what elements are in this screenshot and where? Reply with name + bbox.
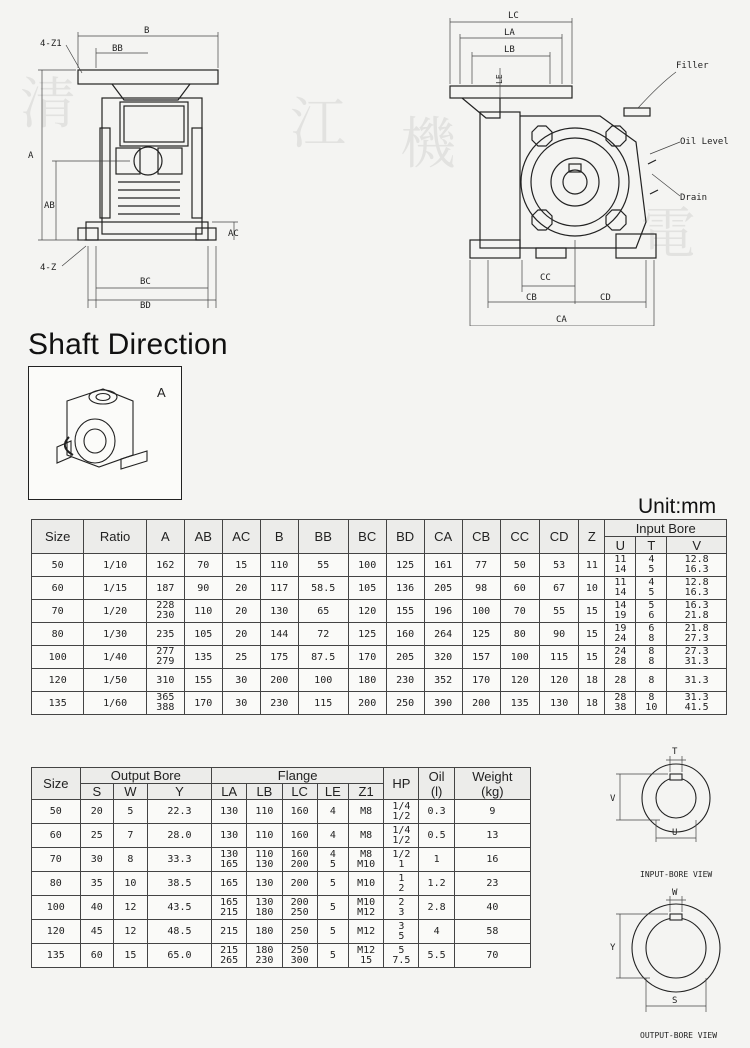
cell-oil: 4 [419,920,454,944]
output-bore-W-label: W [672,888,678,898]
cell-la: 130 [212,824,247,848]
cell-cd: 115 [539,646,578,669]
cell-z1: M12 [349,920,384,944]
col-header-y: Y [147,784,211,800]
cell-ratio: 1/15 [84,577,146,600]
dim-LA-label: LA [504,28,515,38]
dim-LB-label: LB [504,45,515,55]
cell-w: 8 [113,848,147,872]
cell-oil: 2.8 [419,896,454,920]
cell-lb: 180 [247,920,282,944]
cell-cb: 125 [462,623,500,646]
cell-ab: 155 [184,669,222,692]
cell-la: 165 [212,872,247,896]
cell-la: 215 265 [212,944,247,968]
col-header-ab: AB [184,520,222,554]
cell-t: 5 6 [636,600,667,623]
dimension-table [31,519,727,715]
dim-CC-label: CC [540,273,551,283]
cell-le: 5 [317,944,348,968]
watermark: 電 [640,202,696,267]
col-header-lb: LB [247,784,282,800]
bore-flange-table [31,767,531,968]
table-row [32,920,531,944]
cell-cb: 170 [462,669,500,692]
cell-u: 28 38 [605,692,636,715]
cell-b: 130 [260,600,298,623]
cell-t: 4 5 [636,577,667,600]
col-header-t: T [636,537,667,554]
table-row [32,600,727,623]
cell-u: 11 14 [605,577,636,600]
cell-a: 310 [146,669,184,692]
cell-ca: 264 [424,623,462,646]
cell-ca: 161 [424,554,462,577]
cell-bd: 205 [386,646,424,669]
cell-ac: 20 [222,623,260,646]
cell-bb: 87.5 [298,646,348,669]
input-bore-V-label: V [610,794,616,804]
cell-s: 30 [80,848,113,872]
cell-oil: 1.2 [419,872,454,896]
col-header-cb: CB [462,520,500,554]
cell-t: 6 8 [636,623,667,646]
cell-t: 8 [636,669,667,692]
cell-hp: 5 7.5 [384,944,419,968]
cell-lb: 130 [247,872,282,896]
shaft-direction-illustration [28,366,182,500]
cell-z1: M8 M10 [349,848,384,872]
output-bore-Y-label: Y [610,943,616,953]
cell-weight: 9 [454,800,530,824]
col-header-a: A [146,520,184,554]
col-header-hp: HP [384,768,419,800]
cell-bd: 136 [386,577,424,600]
cell-weight: 40 [454,896,530,920]
unit-label: Unit:mm [638,495,717,518]
bore-views-drawing [600,742,740,1042]
col-header-bc: BC [348,520,386,554]
watermark: 機 [400,112,456,177]
cell-size: 120 [32,920,81,944]
col-group-flange: Flange [212,768,384,784]
shaft-direction-title: Shaft Direction [28,328,228,361]
cell-b: 144 [260,623,298,646]
cell-t: 8 10 [636,692,667,715]
cell-b: 175 [260,646,298,669]
cell-s: 40 [80,896,113,920]
filler-label: Filler [676,61,709,71]
cell-lc: 200 250 [282,896,317,920]
view-direction-label: A [157,385,166,400]
cell-lc: 160 200 [282,848,317,872]
col-group-output-bore: Output Bore [80,768,211,784]
cell-z1: M8 [349,824,384,848]
cell-u: 14 19 [605,600,636,623]
dim-CD-label: CD [600,293,611,303]
col-header-le: LE [317,784,348,800]
cell-ab: 110 [184,600,222,623]
cell-oil: 0.3 [419,800,454,824]
cell-weight: 70 [454,944,530,968]
cell-cd: 53 [539,554,578,577]
dim-BC-label: BC [140,277,151,287]
output-bore-S-label: S [672,996,678,1006]
cell-weight: 16 [454,848,530,872]
cell-w: 10 [113,872,147,896]
cell-cc: 60 [500,577,539,600]
cell-ab: 70 [184,554,222,577]
cell-size: 135 [32,944,81,968]
cell-w: 12 [113,920,147,944]
cell-ac: 30 [222,669,260,692]
cell-s: 45 [80,920,113,944]
cell-ca: 352 [424,669,462,692]
input-bore-U-label: U [672,828,678,838]
cell-a: 162 [146,554,184,577]
cell-t: 8 8 [636,646,667,669]
cell-v: 16.3 21.8 [667,600,727,623]
cell-v: 31.3 [667,669,727,692]
cell-cd: 90 [539,623,578,646]
cell-ac: 20 [222,600,260,623]
cell-size: 50 [32,800,81,824]
oil-level-label: Oil Level [680,137,729,147]
cell-y: 22.3 [147,800,211,824]
cell-la: 165 215 [212,896,247,920]
cell-s: 25 [80,824,113,848]
cell-ca: 205 [424,577,462,600]
cell-z: 15 [579,646,605,669]
cell-ac: 25 [222,646,260,669]
col-header-lc: LC [282,784,317,800]
dim-LC-label: LC [508,11,519,21]
cell-le: 4 [317,824,348,848]
cell-a: 228 230 [146,600,184,623]
dim-A-label: A [28,151,34,161]
dim-AC-label: AC [228,229,239,239]
cell-a: 365 388 [146,692,184,715]
cell-lb: 130 180 [247,896,282,920]
cell-la: 215 [212,920,247,944]
cell-bc: 170 [348,646,386,669]
cell-ca: 196 [424,600,462,623]
cell-bc: 125 [348,623,386,646]
cell-bd: 250 [386,692,424,715]
cell-weight: 23 [454,872,530,896]
cell-cc: 135 [500,692,539,715]
cell-hp: 1/4 1/2 [384,800,419,824]
cell-v: 12.8 16.3 [667,554,727,577]
cell-t: 4 5 [636,554,667,577]
col-header-w: W [113,784,147,800]
output-bore-caption: OUTPUT-BORE VIEW [640,1031,718,1040]
col-header-v: V [667,537,727,554]
cell-cc: 100 [500,646,539,669]
col-header-size: Size [32,768,81,800]
cell-la: 130 165 [212,848,247,872]
cell-bb: 58.5 [298,577,348,600]
cell-z: 15 [579,623,605,646]
cell-z1: M10 [349,872,384,896]
cell-w: 7 [113,824,147,848]
col-header-cd: CD [539,520,578,554]
cell-lc: 200 [282,872,317,896]
cell-y: 33.3 [147,848,211,872]
cell-u: 11 14 [605,554,636,577]
dim-CA-label: CA [556,315,567,325]
cell-b: 200 [260,669,298,692]
cell-ratio: 1/10 [84,554,146,577]
cell-lc: 160 [282,800,317,824]
table-row [32,646,727,669]
front-view-drawing [20,18,260,318]
cell-z1: M12 15 [349,944,384,968]
cell-cb: 200 [462,692,500,715]
col-header-z1: Z1 [349,784,384,800]
cell-la: 130 [212,800,247,824]
dim-4Z-label: 4-Z [40,263,57,273]
cell-size: 100 [32,896,81,920]
cell-a: 277 279 [146,646,184,669]
cell-z: 18 [579,692,605,715]
drain-label: Drain [680,193,708,203]
cell-z1: M10 M12 [349,896,384,920]
cell-v: 12.8 16.3 [667,577,727,600]
cell-w: 5 [113,800,147,824]
table-row [32,577,727,600]
cell-ac: 20 [222,577,260,600]
table-row [32,692,727,715]
cell-ac: 15 [222,554,260,577]
cell-cb: 100 [462,600,500,623]
table-row [32,623,727,646]
col-header-bb: BB [298,520,348,554]
input-bore-caption: INPUT-BORE VIEW [640,870,713,879]
cell-hp: 1/4 1/2 [384,824,419,848]
table-row [32,669,727,692]
cell-le: 5 [317,896,348,920]
cell-size: 80 [32,623,84,646]
cell-b: 117 [260,577,298,600]
cell-bb: 65 [298,600,348,623]
cell-size: 70 [32,848,81,872]
cell-bb: 55 [298,554,348,577]
cell-ab: 170 [184,692,222,715]
cell-size: 80 [32,872,81,896]
col-header-bd: BD [386,520,424,554]
cell-bc: 200 [348,692,386,715]
cell-size: 100 [32,646,84,669]
cell-ab: 105 [184,623,222,646]
cell-cd: 67 [539,577,578,600]
col-header-u: U [605,537,636,554]
cell-v: 27.3 31.3 [667,646,727,669]
cell-cc: 120 [500,669,539,692]
cell-bd: 155 [386,600,424,623]
cell-z: 15 [579,600,605,623]
cell-s: 20 [80,800,113,824]
dim-BD-label: BD [140,301,151,311]
table-row [32,800,531,824]
col-header-ratio: Ratio [84,520,146,554]
cell-ca: 320 [424,646,462,669]
cell-cc: 80 [500,623,539,646]
cell-hp: 1 2 [384,872,419,896]
watermark: 清 [20,72,76,137]
cell-b: 110 [260,554,298,577]
cell-s: 35 [80,872,113,896]
col-header-z: Z [579,520,605,554]
table-row [32,944,531,968]
cell-bc: 180 [348,669,386,692]
cell-cc: 70 [500,600,539,623]
cell-z: 11 [579,554,605,577]
table-row [32,896,531,920]
cell-ratio: 1/40 [84,646,146,669]
cell-lb: 110 [247,800,282,824]
cell-s: 60 [80,944,113,968]
cell-le: 4 5 [317,848,348,872]
cell-u: 24 28 [605,646,636,669]
cell-lc: 250 [282,920,317,944]
cell-bc: 100 [348,554,386,577]
cell-y: 48.5 [147,920,211,944]
cell-bd: 230 [386,669,424,692]
cell-le: 4 [317,800,348,824]
cell-weight: 58 [454,920,530,944]
col-header-b: B [260,520,298,554]
cell-size: 120 [32,669,84,692]
cell-hp: 3 5 [384,920,419,944]
cell-z: 10 [579,577,605,600]
cell-w: 15 [113,944,147,968]
cell-y: 28.0 [147,824,211,848]
cell-bd: 125 [386,554,424,577]
cell-ac: 30 [222,692,260,715]
cell-ratio: 1/30 [84,623,146,646]
col-header-s: S [80,784,113,800]
cell-cb: 77 [462,554,500,577]
dim-CB-label: CB [526,293,537,303]
col-header-ca: CA [424,520,462,554]
dim-B-label: B [144,26,150,36]
cell-ratio: 1/20 [84,600,146,623]
cell-ab: 135 [184,646,222,669]
cell-y: 43.5 [147,896,211,920]
cell-bb: 100 [298,669,348,692]
dim-4Z1-label: 4-Z1 [40,39,62,49]
cell-y: 65.0 [147,944,211,968]
cell-bc: 120 [348,600,386,623]
cell-size: 135 [32,692,84,715]
cell-a: 187 [146,577,184,600]
cell-lb: 110 130 [247,848,282,872]
cell-lb: 180 230 [247,944,282,968]
cell-ab: 90 [184,577,222,600]
cell-size: 60 [32,577,84,600]
col-group-input-bore: Input Bore [605,520,727,537]
cell-cb: 98 [462,577,500,600]
cell-weight: 13 [454,824,530,848]
cell-le: 5 [317,920,348,944]
cell-v: 21.8 27.3 [667,623,727,646]
cell-y: 38.5 [147,872,211,896]
cell-oil: 1 [419,848,454,872]
cell-v: 31.3 41.5 [667,692,727,715]
cell-z1: M8 [349,800,384,824]
table-row [32,848,531,872]
cell-ca: 390 [424,692,462,715]
cell-lb: 110 [247,824,282,848]
cell-a: 235 [146,623,184,646]
cell-u: 19 24 [605,623,636,646]
cell-hp: 2 3 [384,896,419,920]
cell-hp: 1/2 1 [384,848,419,872]
cell-lc: 160 [282,824,317,848]
col-header-cc: CC [500,520,539,554]
table-row [32,824,531,848]
cell-b: 230 [260,692,298,715]
cell-ratio: 1/60 [84,692,146,715]
input-bore-T-label: T [672,747,678,757]
col-header-weight: Weight (kg) [454,768,530,800]
col-header-size: Size [32,520,84,554]
col-header-la: LA [212,784,247,800]
cell-u: 28 [605,669,636,692]
col-header-ac: AC [222,520,260,554]
dim-BB-label: BB [112,44,123,54]
cell-cd: 120 [539,669,578,692]
cell-size: 70 [32,600,84,623]
cell-oil: 0.5 [419,824,454,848]
dim-AB-label: AB [44,201,55,211]
cell-le: 5 [317,872,348,896]
cell-bb: 72 [298,623,348,646]
cell-z: 18 [579,669,605,692]
cell-oil: 5.5 [419,944,454,968]
cell-size: 60 [32,824,81,848]
table-row [32,872,531,896]
cell-size: 50 [32,554,84,577]
col-header-oil: Oil (l) [419,768,454,800]
cell-bc: 105 [348,577,386,600]
dim-LE-label: LE [495,74,504,84]
cell-cb: 157 [462,646,500,669]
cell-w: 12 [113,896,147,920]
side-view-drawing [440,4,740,326]
cell-ratio: 1/50 [84,669,146,692]
cell-cd: 130 [539,692,578,715]
cell-bb: 115 [298,692,348,715]
cell-bd: 160 [386,623,424,646]
watermark: 江 [290,92,346,157]
cell-cd: 55 [539,600,578,623]
table-row [32,554,727,577]
cell-lc: 250 300 [282,944,317,968]
cell-cc: 50 [500,554,539,577]
